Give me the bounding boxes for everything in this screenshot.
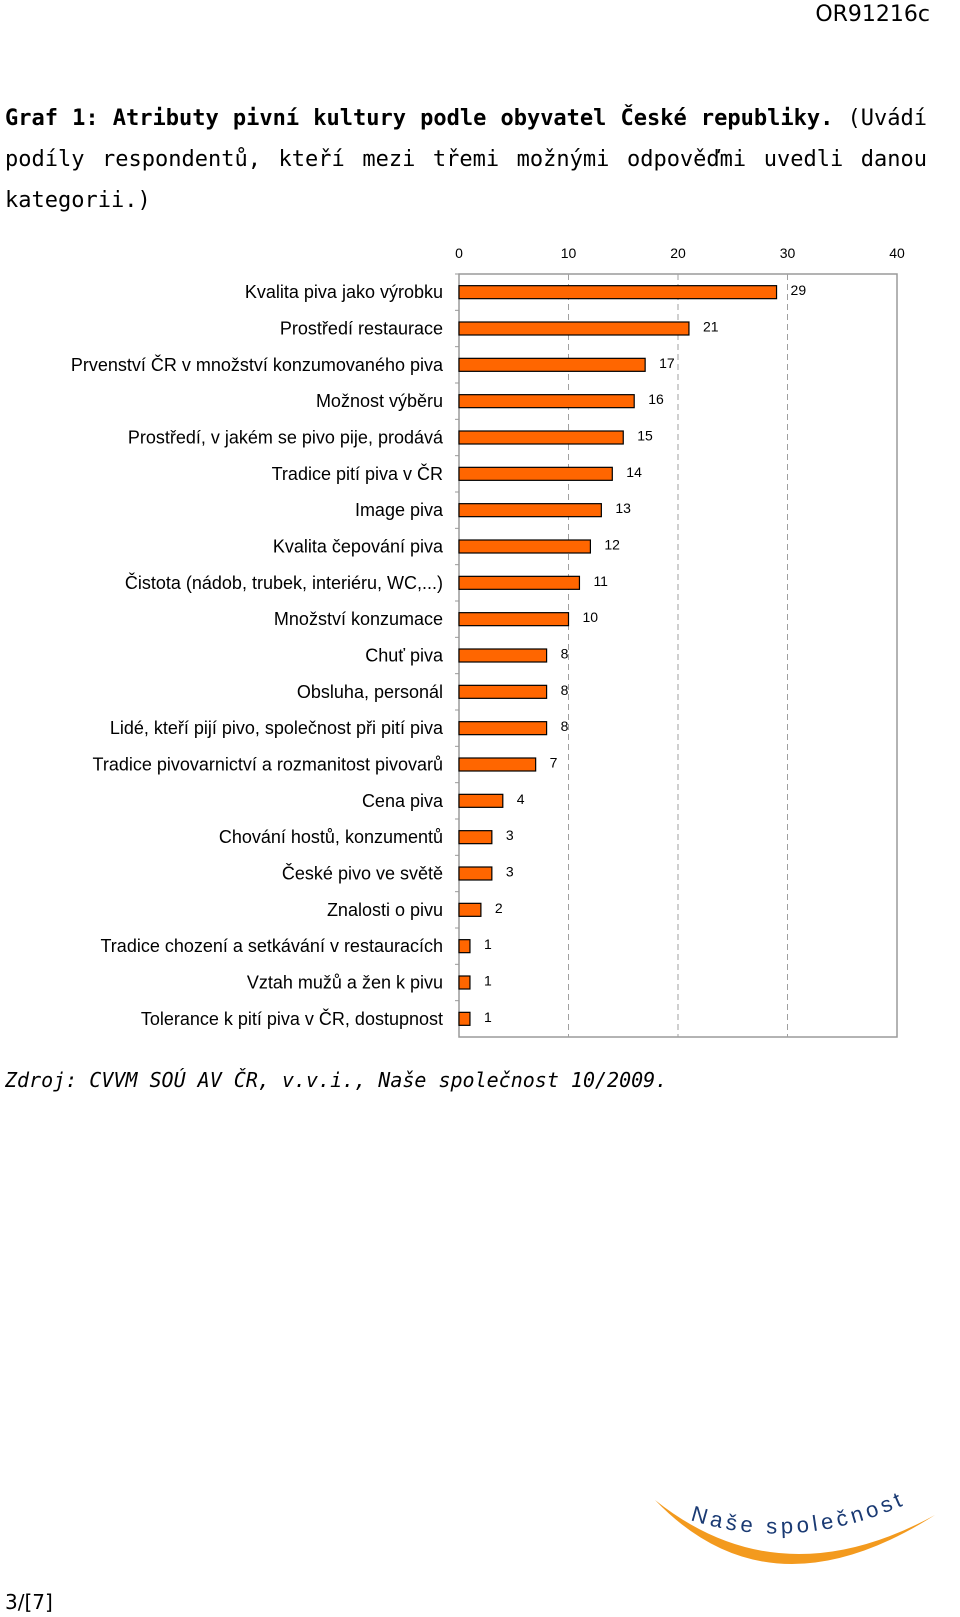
x-tick-label: 0 <box>455 245 463 261</box>
bar <box>459 976 470 989</box>
bar <box>459 431 623 444</box>
chart-svg <box>0 230 960 1060</box>
category-label: Tradice chození a setkávání v restauracích <box>100 936 443 957</box>
value-label: 7 <box>549 754 558 771</box>
value-label: 2 <box>494 899 503 916</box>
bar <box>459 613 569 626</box>
category-label: Možnost výběru <box>315 391 443 412</box>
value-label: 16 <box>648 391 664 408</box>
value-label: 3 <box>505 827 514 844</box>
bar-chart <box>0 230 960 1060</box>
value-label: 8 <box>560 681 569 698</box>
value-label: 1 <box>483 1008 492 1025</box>
value-label: 8 <box>560 718 569 735</box>
x-tick-label: 30 <box>779 245 796 261</box>
nase-spolecnost-logo <box>650 1480 940 1610</box>
document-id: OR91216c <box>815 2 930 27</box>
category-label: Vztah mužů a žen k pivu <box>246 972 443 993</box>
category-label: Lidé, kteří pijí pivo, společnost při pití piva <box>109 718 443 739</box>
category-label: Tradice pití piva v ČR <box>271 463 443 484</box>
bar <box>459 504 601 517</box>
bar <box>459 540 590 553</box>
x-tick-label: 20 <box>670 245 686 261</box>
category-label: Cena piva <box>361 790 443 811</box>
value-label: 12 <box>604 536 620 553</box>
category-label: Znalosti o pivu <box>326 899 443 920</box>
value-label: 8 <box>560 645 569 662</box>
value-label: 3 <box>505 863 514 880</box>
category-label: Kvalita piva jako výrobku <box>244 282 443 303</box>
value-label: 17 <box>659 354 675 371</box>
category-label: České pivo ve světě <box>281 863 443 884</box>
value-label: 10 <box>582 609 599 626</box>
bar <box>459 286 777 299</box>
source-note: Zdroj: CVVM SOÚ AV ČR, v.v.i., Naše společnost 10/2009. <box>5 1068 668 1092</box>
value-label: 1 <box>483 936 492 953</box>
bar <box>459 685 547 698</box>
bar <box>459 758 536 771</box>
category-label: Chuť piva <box>365 645 443 666</box>
bar <box>459 940 470 953</box>
bar <box>459 467 612 480</box>
category-label: Čistota (nádob, trubek, interiéru, WC,...) <box>124 572 443 593</box>
category-label: Prostředí, v jakém se pivo pije, prodává <box>127 427 443 448</box>
bar <box>459 722 547 735</box>
caption-description: (Uvádí podíly respondentů, kteří mezi třemi možnými odpověďmi uvedli danou kategorii.) <box>5 106 928 213</box>
category-label: Tolerance k pití piva v ČR, dostupnost <box>140 1008 443 1029</box>
bar <box>459 649 547 662</box>
bar <box>459 867 492 880</box>
value-label: 11 <box>593 572 608 589</box>
bar <box>459 358 645 371</box>
page-number: 3/[7] <box>5 1590 53 1614</box>
category-label: Prvenství ČR v množství konzumovaného piva <box>70 354 443 375</box>
category-label: Kvalita čepování piva <box>272 536 443 557</box>
bar <box>459 1012 470 1025</box>
value-label: 1 <box>483 972 492 989</box>
x-tick-label: 10 <box>560 245 577 261</box>
value-label: 4 <box>516 790 525 807</box>
bar <box>459 576 579 589</box>
x-tick-label: 40 <box>889 245 905 261</box>
category-label: Obsluha, personál <box>296 681 443 702</box>
value-label: 15 <box>637 427 653 444</box>
bar <box>459 322 689 335</box>
value-label: 29 <box>790 282 807 299</box>
category-label: Image piva <box>354 500 443 521</box>
bar <box>459 831 492 844</box>
bar <box>459 395 634 408</box>
category-label: Tradice pivovarnictví a rozmanitost pivovarů <box>92 754 443 775</box>
value-label: 21 <box>702 318 719 335</box>
bar <box>459 903 481 916</box>
logo-text: Naše společnost <box>688 1485 909 1539</box>
value-label: 13 <box>615 500 631 517</box>
category-label: Prostředí restaurace <box>279 318 443 339</box>
caption-title: Graf 1: Atributy pivní kultury podle obyvatel České republiky. <box>5 106 834 131</box>
bar <box>459 794 503 807</box>
value-label: 14 <box>626 463 642 480</box>
figure-caption <box>5 98 927 221</box>
category-label: Množství konzumace <box>273 609 443 630</box>
category-label: Chování hostů, konzumentů <box>218 827 443 848</box>
